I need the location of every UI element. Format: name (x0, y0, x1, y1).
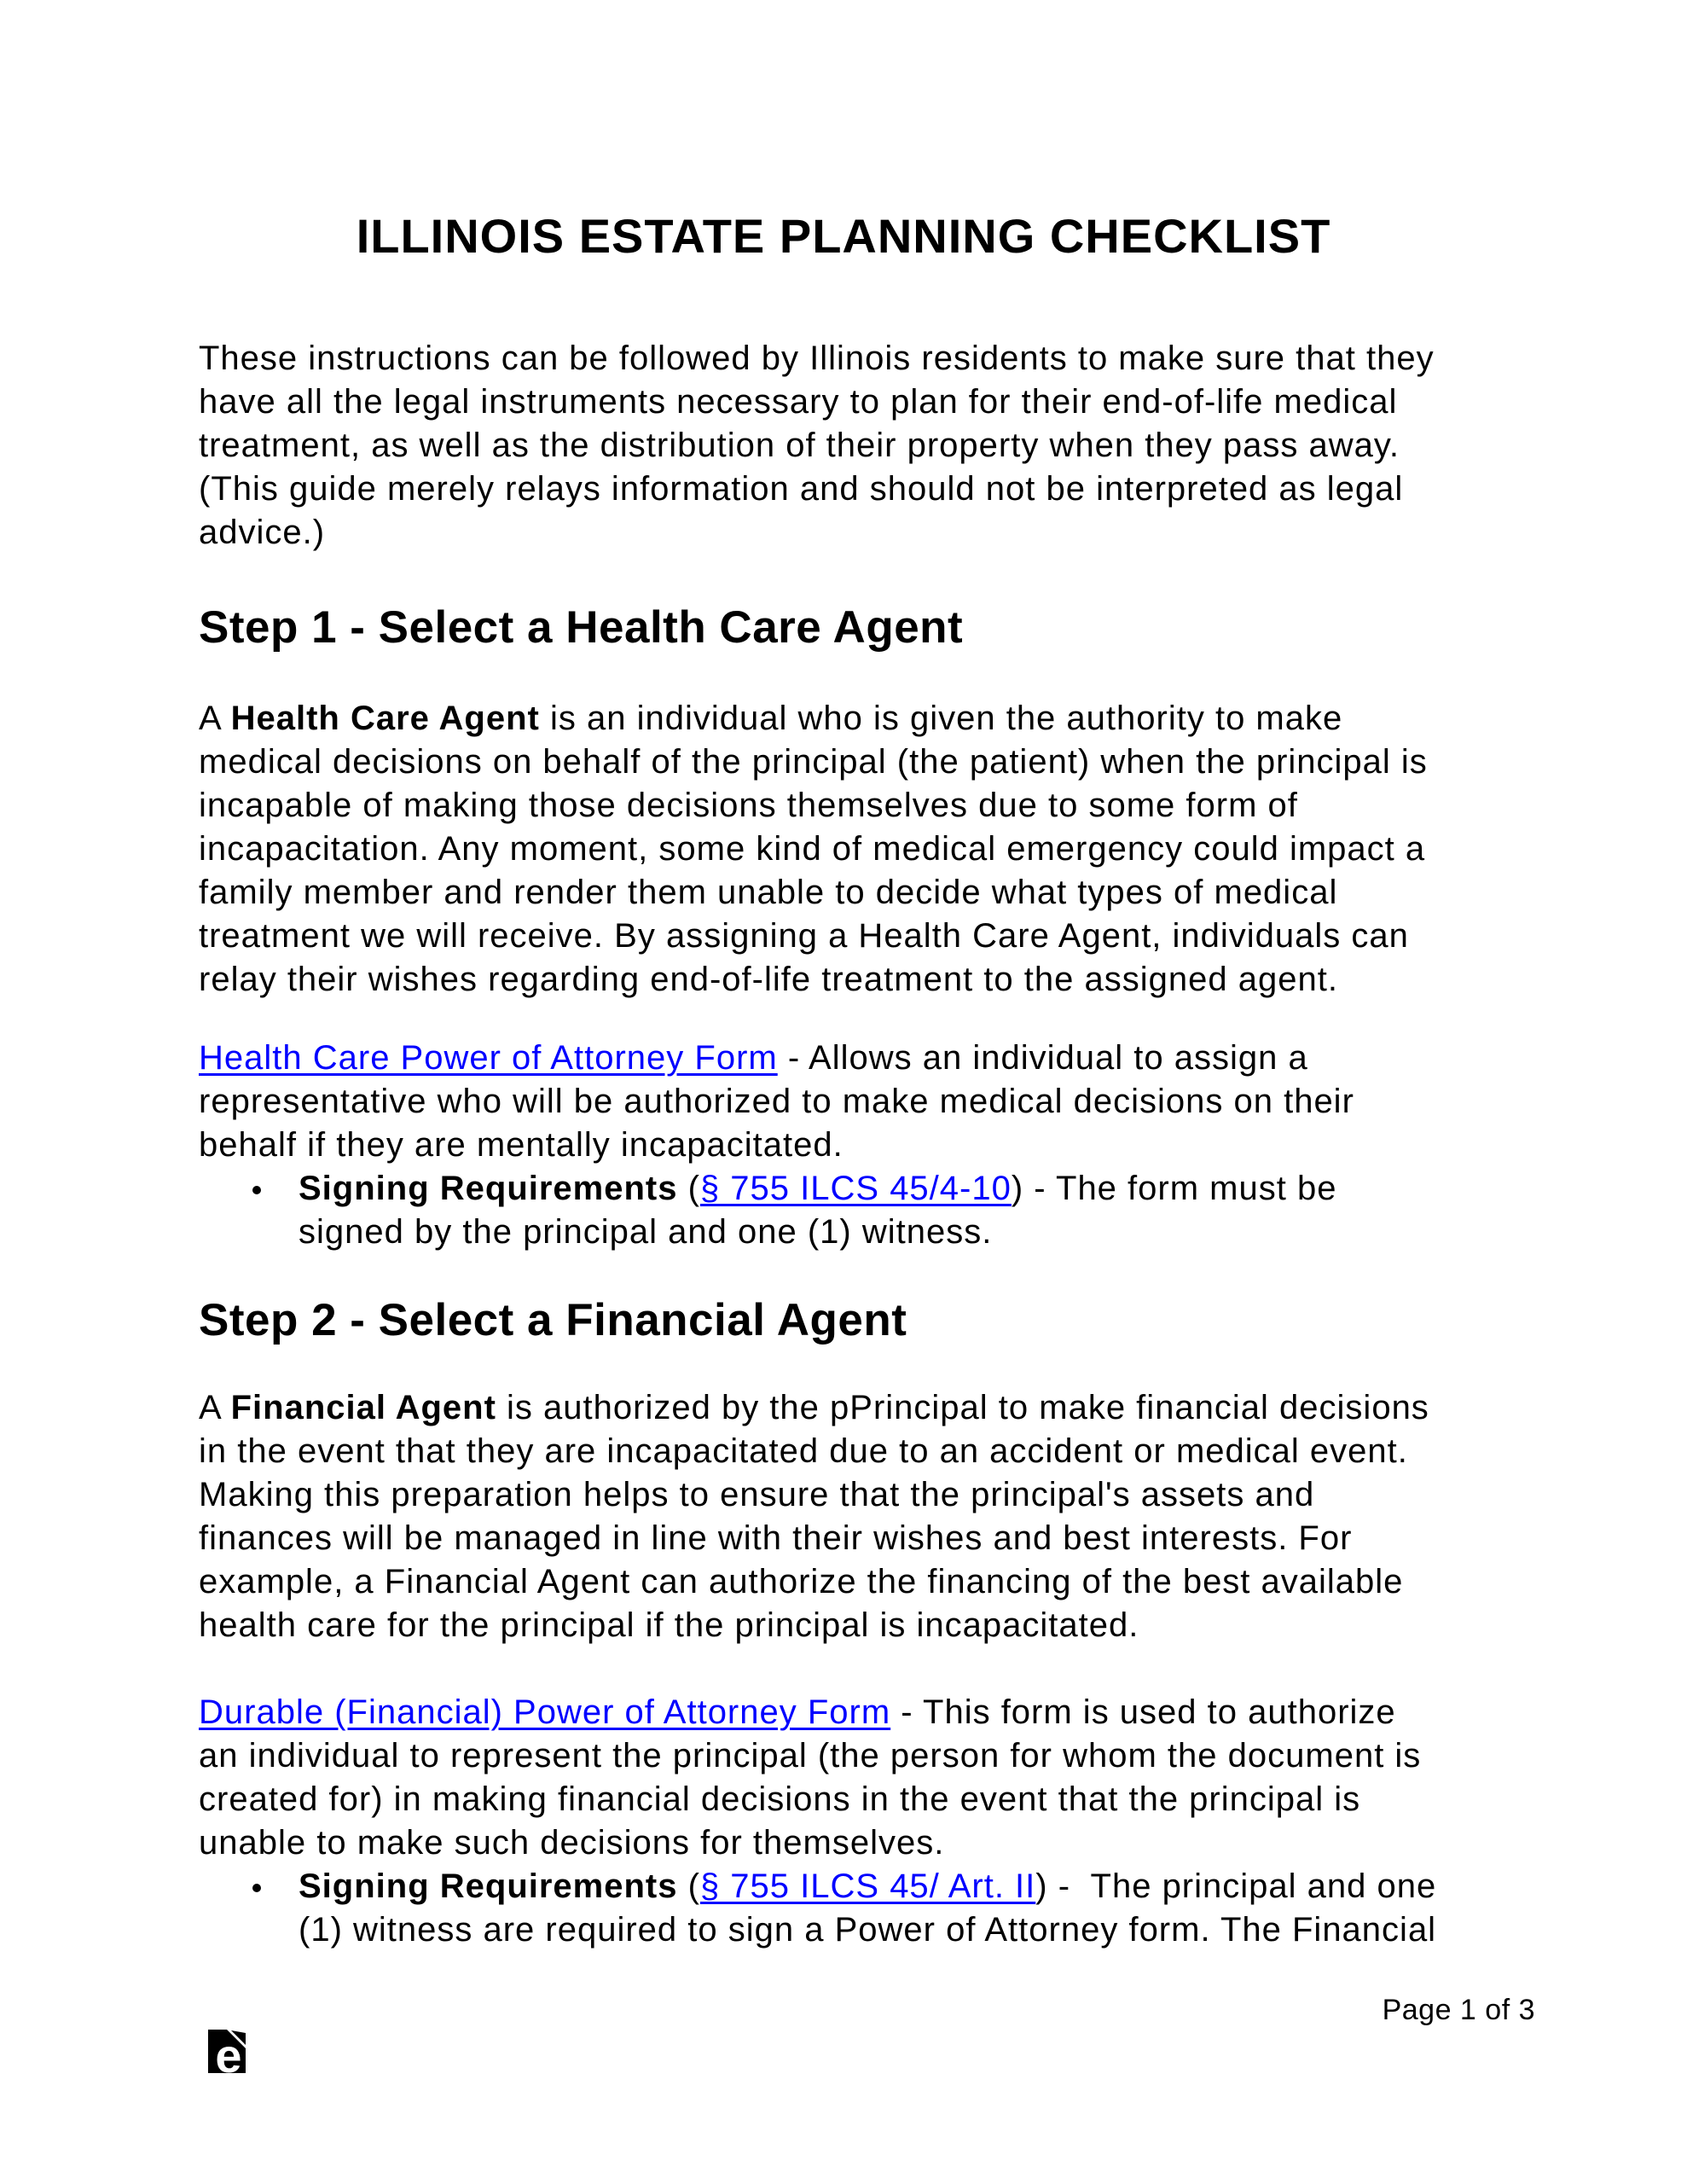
text-run: is an individual who is given the authority to make (539, 700, 1343, 737)
text-run: created for) in making financial decisions in the event that the principal is (199, 1780, 1361, 1818)
bold-text-run: Financial Agent (230, 1389, 496, 1426)
text-run: finances will be managed in line with their wishes and best interests. For (199, 1519, 1353, 1557)
text-run: health care for the principal if the principal is incapacitated. (199, 1606, 1139, 1644)
page-title: ILLINOIS ESTATE PLANNING CHECKLIST (356, 209, 1331, 263)
text-run: medical decisions on behalf of the principal (the patient) when the principal is (199, 743, 1428, 781)
step-2-description (199, 1386, 1429, 1647)
text-run: (1) witness are required to sign a Power of Attorney form. The Financial (299, 1911, 1437, 1949)
text-run: representative who will be authorized to make medical decisions on their (199, 1083, 1354, 1120)
intro-paragraph (199, 337, 1435, 555)
logo-letter: e (215, 2030, 242, 2073)
ilcs-45-4-10-link[interactable]: § 755 ILCS 45/4-10 (699, 1170, 1012, 1207)
page-number: Page 1 of 3 (1382, 1994, 1535, 2026)
eforms-logo (208, 2030, 246, 2073)
step-1-description (199, 697, 1428, 1002)
step-1-form-paragraph (199, 1037, 1354, 1167)
text-run: - Allows an individual to assign a (777, 1039, 1308, 1077)
text-run: ( (677, 1170, 700, 1207)
ilcs-45-art-ii-link[interactable]: § 755 ILCS 45/ Art. II (699, 1867, 1036, 1905)
text-run: treatment, as well as the distribution of their property when they pass away. (199, 427, 1400, 464)
step-2-heading: Step 2 - Select a Financial Agent (199, 1295, 907, 1345)
bold-text-run: Signing Requirements (299, 1867, 678, 1905)
text-run: (This guide merely relays information and should not be interpreted as legal (199, 470, 1404, 508)
bullet-icon (252, 1186, 261, 1194)
text-run: in the event that they are incapacitated due to an accident or medical event. (199, 1432, 1408, 1470)
text-run: have all the legal instruments necessary to plan for their end-of-life medical (199, 383, 1398, 421)
text-run: A (199, 700, 231, 737)
health-care-poa-link[interactable]: Health Care Power of Attorney Form (199, 1039, 778, 1077)
text-run: ) - The form must be (1011, 1170, 1337, 1207)
text-run: an individual to represent the principal (the person for whom the document is (199, 1737, 1422, 1774)
bold-text-run: Health Care Agent (230, 700, 540, 737)
text-run: ) - The principal and one (1035, 1867, 1437, 1905)
text-run: relay their wishes regarding end-of-life treatment to the assigned agent. (199, 961, 1338, 998)
text-run: ( (677, 1867, 700, 1905)
step-1-heading: Step 1 - Select a Health Care Agent (199, 602, 964, 653)
text-run: treatment we will receive. By assigning a Health Care Agent, individuals can (199, 917, 1409, 955)
text-run: incapacitation. Any moment, some kind of medical emergency could impact a (199, 830, 1426, 868)
text-run: advice.) (199, 514, 326, 551)
step-2-form-paragraph (199, 1691, 1421, 1865)
text-run: A (199, 1389, 231, 1426)
bullet-icon (252, 1884, 261, 1892)
text-run: example, a Financial Agent can authorize the financing of the best available (199, 1563, 1404, 1600)
text-run: unable to make such decisions for themselves. (199, 1824, 945, 1862)
text-run: incapable of making those decisions themselves due to some form of (199, 787, 1298, 824)
text-run: behalf if they are mentally incapacitated. (199, 1126, 844, 1164)
text-run: Making this preparation helps to ensure that the principal's assets and (199, 1476, 1315, 1513)
bold-text-run: Signing Requirements (299, 1170, 678, 1207)
text-run: signed by the principal and one (1) witness. (299, 1213, 993, 1251)
text-run: These instructions can be followed by Illinois residents to make sure that they (199, 340, 1435, 377)
text-run: - This form is used to authorize (890, 1693, 1396, 1731)
durable-poa-link[interactable]: Durable (Financial) Power of Attorney Form (199, 1693, 891, 1731)
step-2-signing-bullet (299, 1865, 1436, 1952)
text-run: family member and render them unable to decide what types of medical (199, 874, 1338, 911)
step-1-signing-bullet (299, 1167, 1336, 1254)
text-run: is authorized by the pPrincipal to make financial decisions (496, 1389, 1429, 1426)
